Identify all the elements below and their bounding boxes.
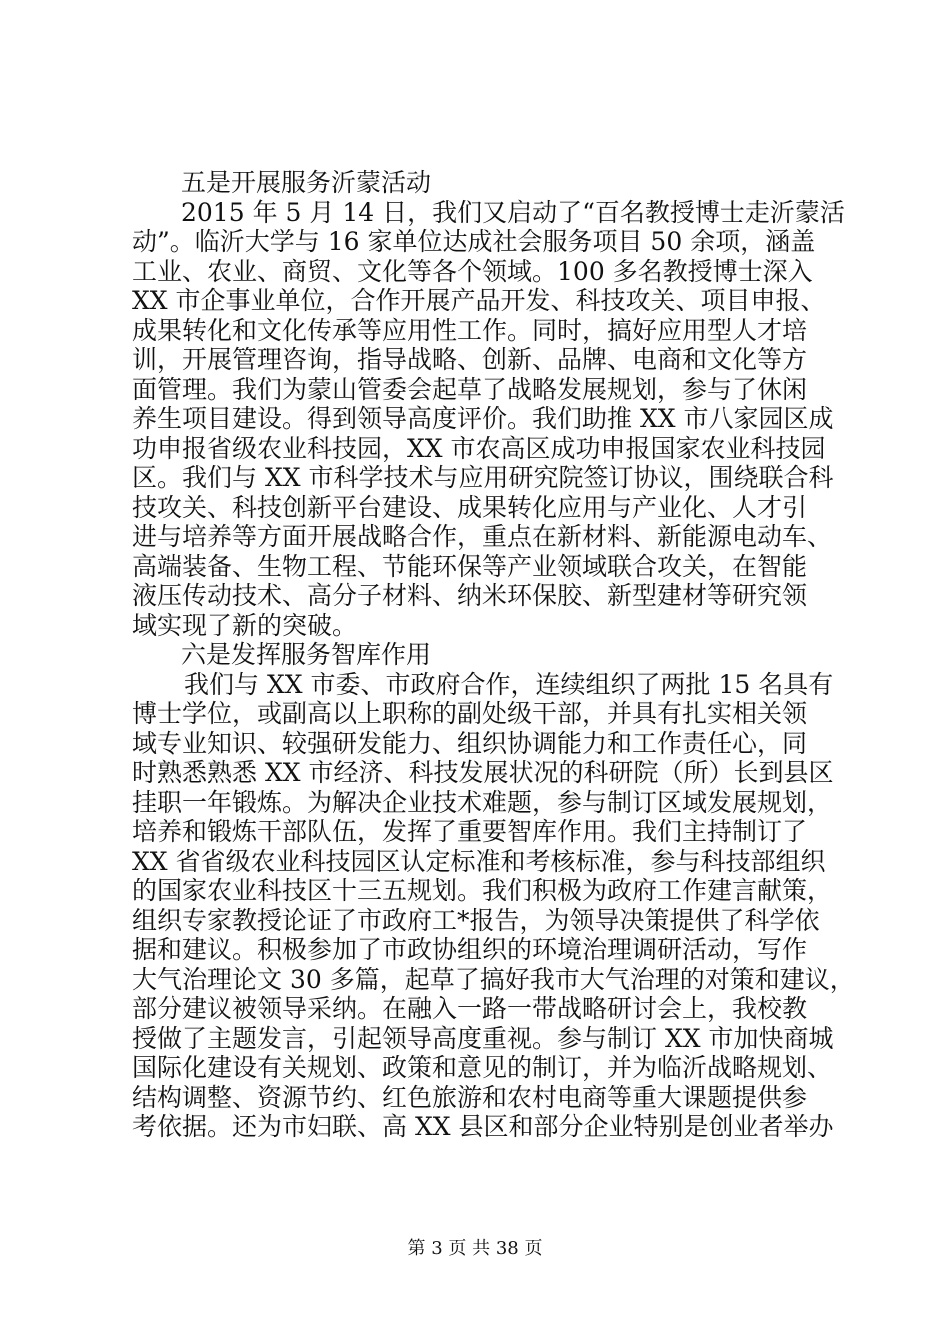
paragraph-line: 考依据。还为市妇联、高 XX 县区和部分企业特别是创业者举办 <box>132 1112 834 1141</box>
section-heading: 六是发挥服务智库作用 <box>181 640 432 669</box>
paragraph-line: 工业、农业、商贸、文化等各个领域。100 多名教授博士深入 <box>132 256 813 286</box>
paragraph-line: 培养和锻炼干部队伍，发挥了重要智库作用。我们主持制订了 <box>132 817 808 846</box>
section-heading: 五是开展服务沂蒙活动 <box>181 168 432 197</box>
paragraph-line: 液压传动技术、高分子材料、纳米环保胶、新型建材等研究领 <box>132 581 808 610</box>
paragraph-line: 域实现了新的突破。 <box>132 610 358 640</box>
paragraph-line: 进与培养等方面开展战略合作，重点在新材料、新能源电动车、 <box>132 522 833 551</box>
paragraph-line: 挂职一年锻炼。为解决企业技术难题，参与制订区域发展规划， <box>132 787 833 817</box>
paragraph-line: 的国家农业科技区十三五规划。我们积极为政府工作建言献策， <box>132 876 833 905</box>
paragraph-line: 据和建议。积极参加了市政协组织的环境治理调研活动，写作 <box>132 935 808 964</box>
paragraph-line: 功申报省级农业科技园，XX 市农高区成功申报国家农业科技园 <box>132 433 826 463</box>
paragraph-line: XX 省省级农业科技园区认定标准和考核标准，参与科技部组织 <box>132 846 826 876</box>
paragraph-line: 大气治理论文 30 多篇，起草了搞好我市大气治理的对策和建议， <box>132 964 855 994</box>
paragraph-line: 动”。临沂大学与 16 家单位达成社会服务项目 50 余项，涵盖 <box>132 227 816 256</box>
paragraph-line: 面管理。我们为蒙山管委会起草了战略发展规划，参与了休闲 <box>132 374 808 404</box>
paragraph-line: 博士学位，或副高以上职称的副处级干部，并具有扎实相关领 <box>132 699 808 728</box>
paragraph-line: 时熟悉熟悉 XX 市经济、科技发展状况的科研院（所）长到县区 <box>132 758 834 787</box>
paragraph-line: 授做了主题发言，引起领导高度重视。参与制订 XX 市加快商城 <box>132 1023 834 1053</box>
paragraph-line: 域专业知识、较强研发能力、组织协调能力和工作责任心，同 <box>132 728 808 758</box>
paragraph-line: XX 市企事业单位，合作开展产品开发、科技攻关、项目申报、 <box>132 286 826 315</box>
paragraph-line: 2015 年 5 月 14 日，我们又启动了“百名教授博士走沂蒙活 <box>181 197 845 227</box>
paragraph-line: 国际化建设有关规划、政策和意见的制订，并为临沂战略规划、 <box>132 1053 833 1082</box>
paragraph-line: 训，开展管理咨询，指导战略、创新、品牌、电商和文化等方 <box>132 345 808 374</box>
paragraph-line: 结构调整、资源节约、红色旅游和农村电商等重大课题提供参 <box>132 1082 808 1112</box>
paragraph-line: 技攻关、科技创新平台建设、成果转化应用与产业化、人才引 <box>132 492 808 522</box>
page-number-footer: 第 3 页 共 38 页 <box>407 1238 543 1259</box>
paragraph-line: 高端装备、生物工程、节能环保等产业领域联合攻关，在智能 <box>132 551 808 581</box>
paragraph-line: 成果转化和文化传承等应用性工作。同时，搞好应用型人才培 <box>132 315 808 345</box>
paragraph-line: 养生项目建设。得到领导高度评价。我们助推 XX 市八家园区成 <box>132 404 834 433</box>
paragraph-line: 部分建议被领导采纳。在融入一路一带战略研讨会上，我校教 <box>132 994 808 1023</box>
paragraph-line: 我们与 XX 市委、市政府合作，连续组织了两批 15 名具有 <box>184 669 834 699</box>
paragraph-line: 区。我们与 XX 市科学技术与应用研究院签订协议，围绕联合科 <box>132 463 834 492</box>
paragraph-line: 组织专家教授论证了市政府工*报告，为领导决策提供了科学依 <box>132 905 820 935</box>
